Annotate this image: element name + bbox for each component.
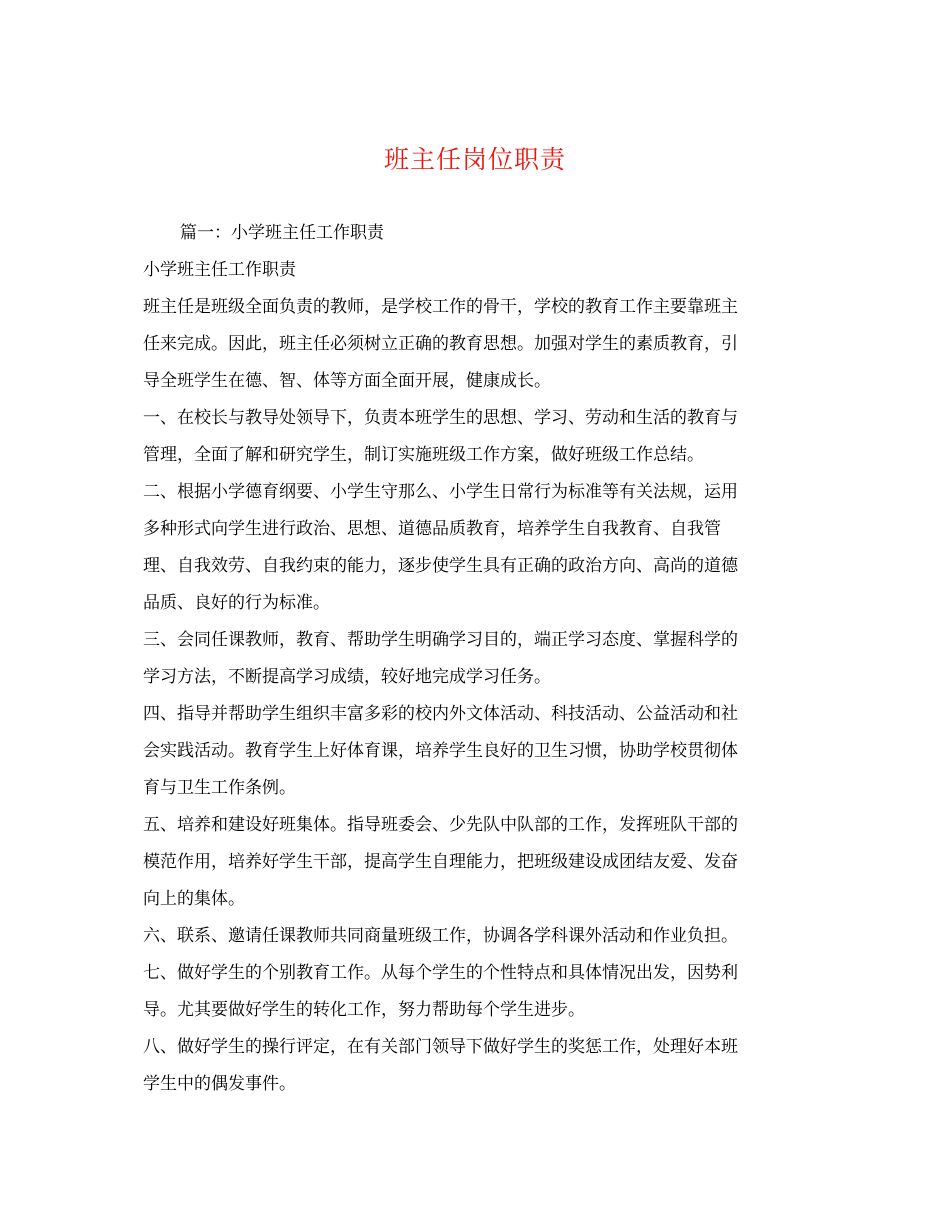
paragraph-line: 四、指导并帮助学生组织丰富多彩的校内外文体活动、科技活动、公益活动和社 <box>143 704 738 724</box>
paragraph-line: 三、会同任课教师，教育、帮助学生明确学习目的，端正学习态度、掌握科学的 <box>143 630 738 650</box>
section-heading: 篇一：小学班主任工作职责 <box>180 223 384 243</box>
paragraph-line: 学习方法，不断提高学习成绩，较好地完成学习任务。 <box>143 667 551 687</box>
paragraph-line: 学生中的偶发事件。 <box>143 1074 296 1094</box>
paragraph-line: 六、联系、邀请任课教师共同商量班级工作，协调各学科课外活动和作业负担。 <box>143 926 738 946</box>
paragraph-line: 会实践活动。教育学生上好体育课，培养学生良好的卫生习惯，协助学校贯彻体 <box>143 741 738 761</box>
paragraph-line: 任来完成。因此，班主任必须树立正确的教育思想。加强对学生的素质教育，引 <box>143 334 738 354</box>
document-subtitle: 小学班主任工作职责 <box>143 260 296 280</box>
paragraph-line: 模范作用，培养好学生干部，提高学生自理能力，把班级建设成团结友爱、发奋 <box>143 852 738 872</box>
paragraph-line: 二、根据小学德育纲要、小学生守那么、小学生日常行为标准等有关法规，运用 <box>143 482 738 502</box>
paragraph-line: 七、做好学生的个别教育工作。从每个学生的个性特点和具体情况出发，因势利 <box>143 963 738 983</box>
paragraph-line: 八、做好学生的操行评定，在有关部门领导下做好学生的奖惩工作，处理好本班 <box>143 1037 738 1057</box>
paragraph-line: 理、自我效劳、自我约束的能力，逐步使学生具有正确的政治方向、高尚的道德 <box>143 556 738 576</box>
paragraph-line: 多种形式向学生进行政治、思想、道德品质教育，培养学生自我教育、自我管 <box>143 519 721 539</box>
paragraph-line: 一、在校长与教导处领导下，负责本班学生的思想、学习、劳动和生活的教育与 <box>143 408 738 428</box>
paragraph-line: 班主任是班级全面负责的教师，是学校工作的骨干，学校的教育工作主要靠班主 <box>143 297 738 317</box>
document-title: 班主任岗位职责 <box>383 145 566 174</box>
paragraph-line: 管理，全面了解和研究学生，制订实施班级工作方案，做好班级工作总结。 <box>143 445 704 465</box>
paragraph-line: 导全班学生在德、智、体等方面全面开展，健康成长。 <box>143 371 551 391</box>
paragraph-line: 品质、良好的行为标准。 <box>143 593 330 613</box>
paragraph-line: 育与卫生工作条例。 <box>143 778 296 798</box>
paragraph-line: 导。尤其要做好学生的转化工作，努力帮助每个学生进步。 <box>143 1000 585 1020</box>
paragraph-line: 向上的集体。 <box>143 889 245 909</box>
paragraph-line: 五、培养和建设好班集体。指导班委会、少先队中队部的工作，发挥班队干部的 <box>143 815 738 835</box>
document-body <box>143 215 803 1103</box>
